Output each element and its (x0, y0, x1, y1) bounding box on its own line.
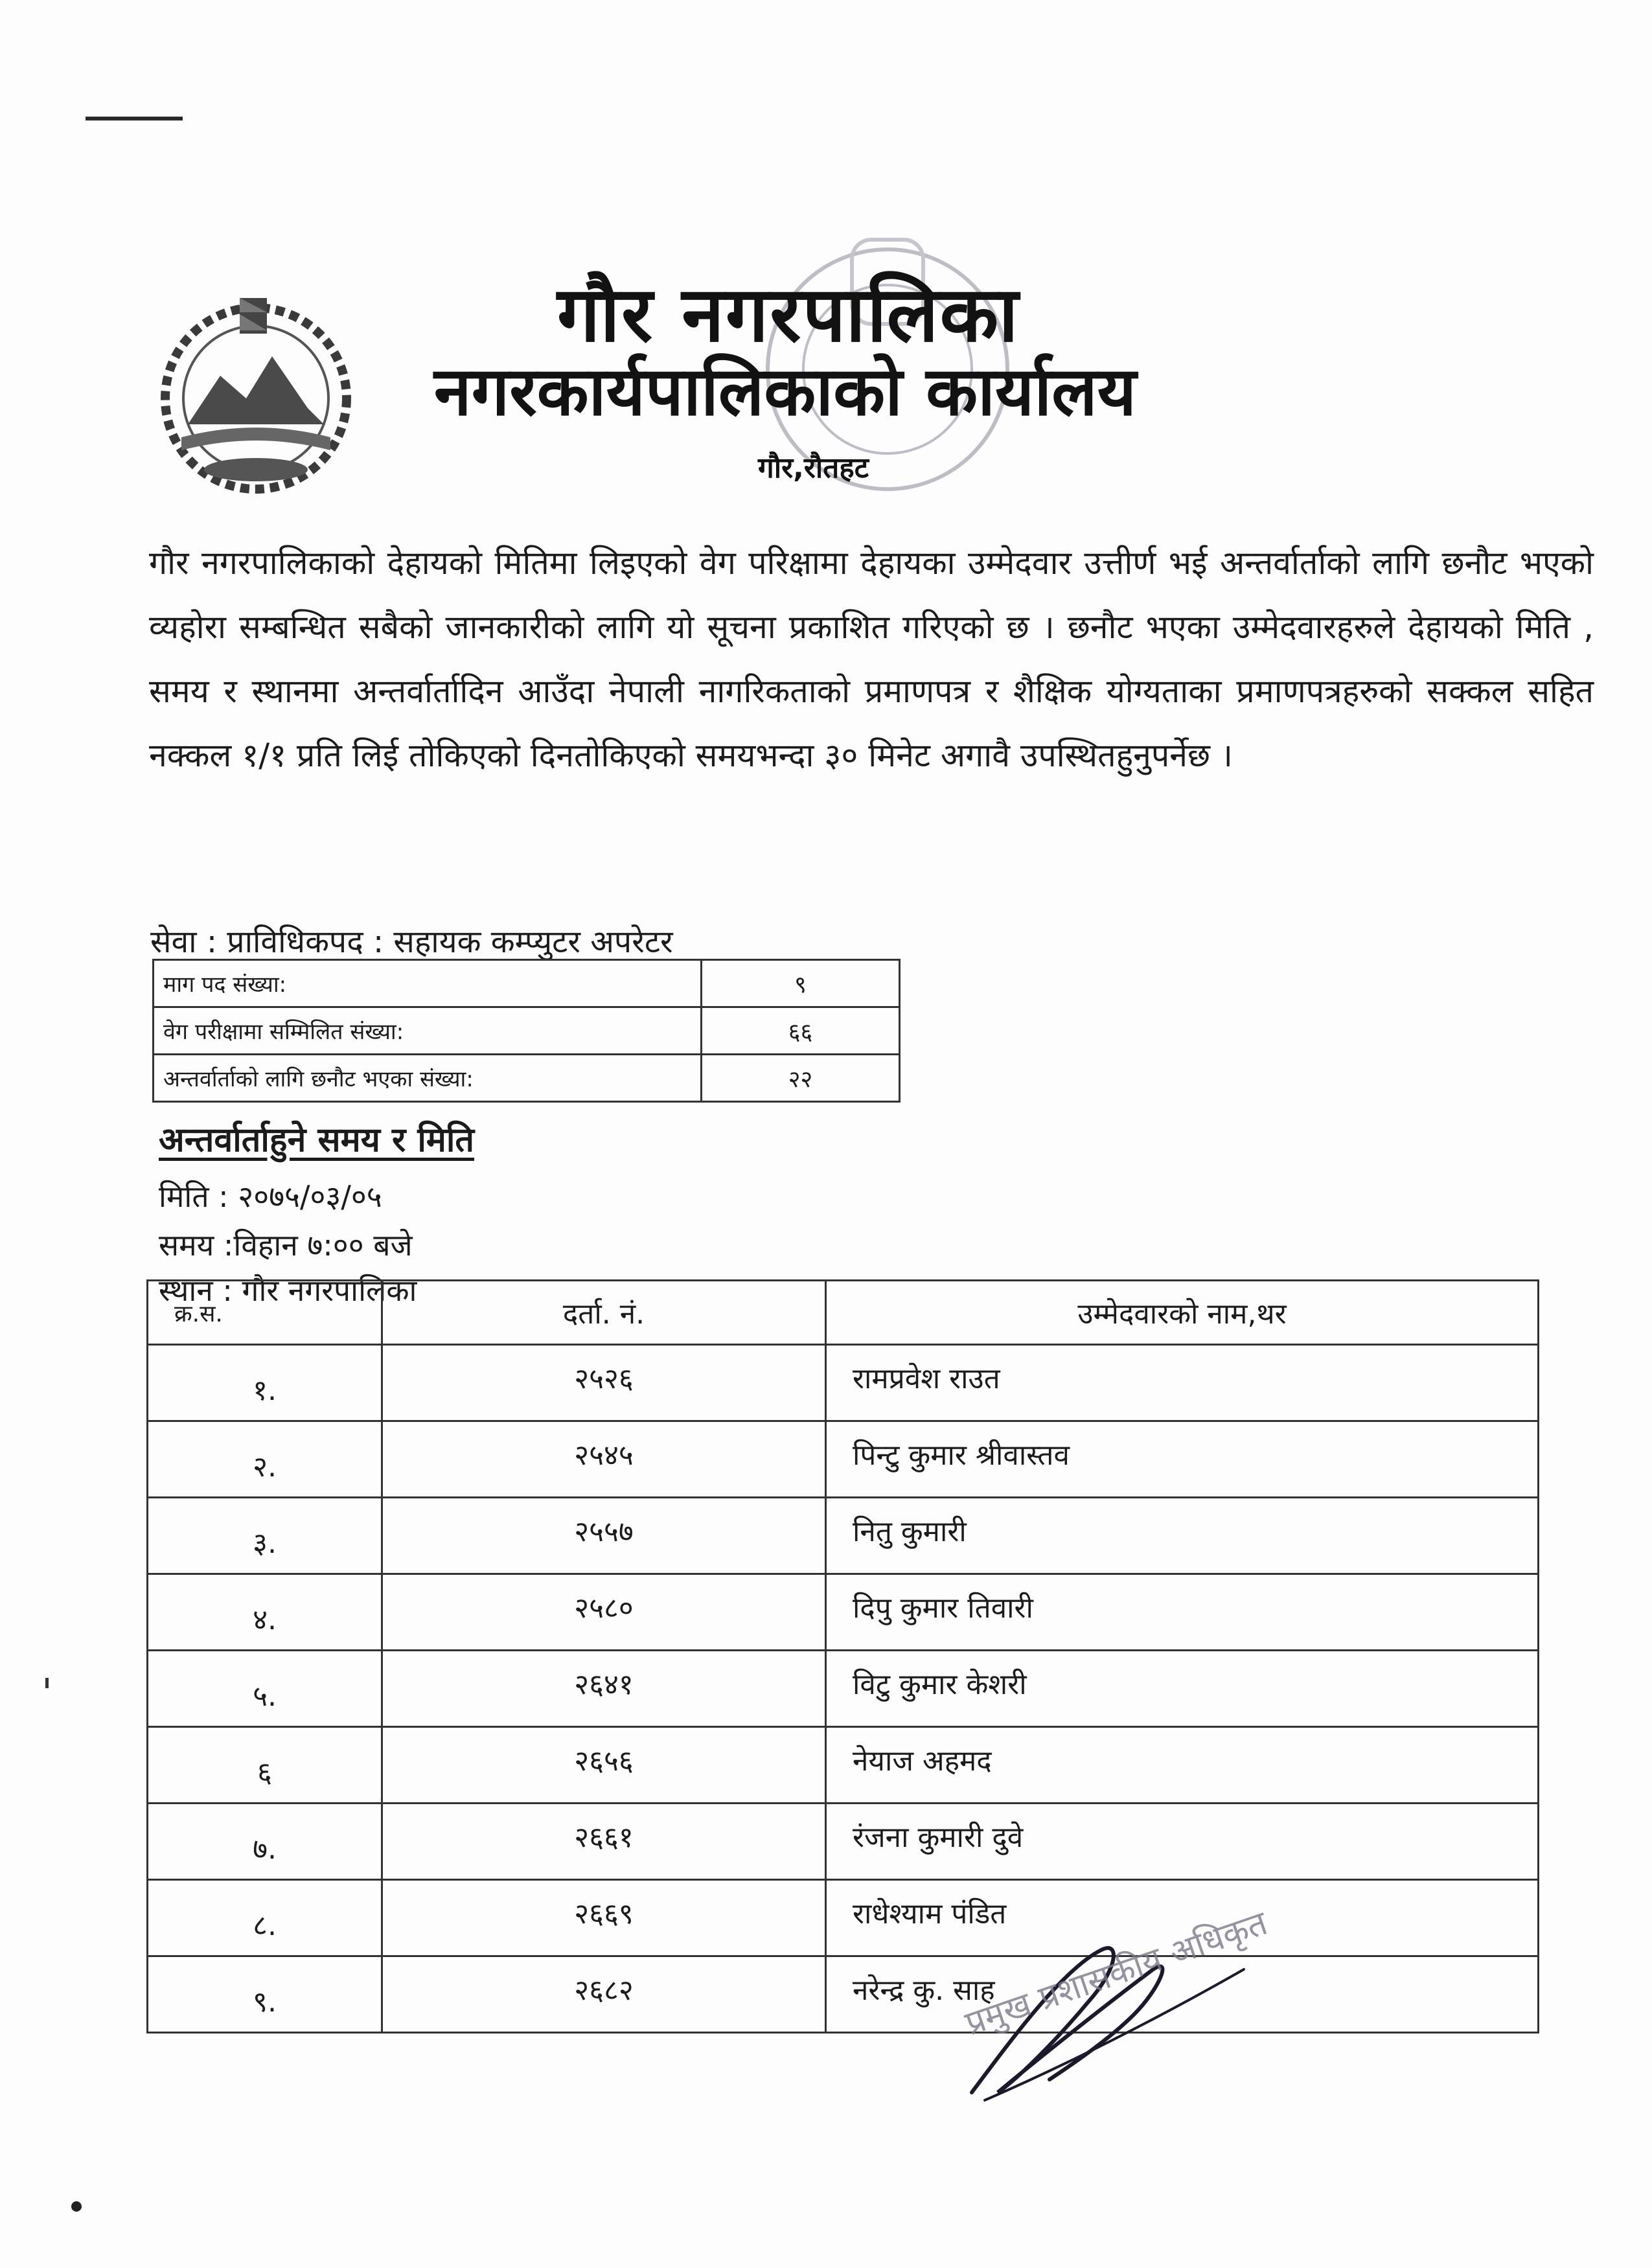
candidate-name: रामप्रवेश राउत (826, 1345, 1539, 1421)
registration-number: २५५७ (382, 1498, 826, 1574)
table-row (148, 1345, 1539, 1421)
table-row (148, 1880, 1539, 1956)
serial-number: ६ (148, 1727, 382, 1804)
table-row (148, 1956, 1539, 2033)
table-row (148, 1804, 1539, 1880)
summary-label: माग पद संख्या: (154, 960, 702, 1007)
candidates-header-row (148, 1281, 1539, 1345)
candidate-name: पिन्टु कुमार श्रीवास्तव (826, 1421, 1539, 1498)
registration-number: २६८२ (382, 1956, 826, 2033)
summary-row (154, 1055, 900, 1102)
summary-label: अन्तर्वार्ताको लागि छनौट भएका संख्या: (154, 1055, 702, 1102)
candidate-name: विटु कुमार केशरी (826, 1651, 1539, 1727)
office-location: गौर,रौतहट (758, 452, 869, 485)
candidate-name: राधेश्याम पंडित (826, 1880, 1539, 1956)
interview-place: स्थान : गौर नगरपालिका (159, 1273, 417, 1308)
scan-mark (71, 2201, 82, 2212)
registration-number: २५४५ (382, 1421, 826, 1498)
serial-number: ७. (148, 1804, 382, 1880)
official-designation-stamp: प्रमुख प्रशासकीय अधिकृत (960, 1903, 1272, 2044)
serial-number: २. (148, 1421, 382, 1498)
table-row (148, 1727, 1539, 1804)
serial-number: ५. (148, 1651, 382, 1727)
serial-number: ८. (148, 1880, 382, 1956)
summary-row (154, 960, 900, 1007)
table-row (148, 1574, 1539, 1651)
candidate-name: नेयाज अहमद (826, 1727, 1539, 1804)
vacancy-summary-table (152, 959, 901, 1103)
header-registration: दर्ता. नं. (382, 1281, 826, 1345)
serial-number: ४. (148, 1574, 382, 1651)
corner-mark (86, 117, 183, 120)
summary-value: ९ (702, 960, 900, 1007)
summary-value: ६६ (702, 1007, 900, 1055)
municipality-title: गौर नगरपालिका (557, 269, 1020, 359)
nepal-emblem-icon (143, 285, 369, 499)
registration-number: २५२६ (382, 1345, 826, 1421)
notice-body: गौर नगरपालिकाको देहायको मितिमा लिइएको वेग परिक्षामा देहायका उम्मेदवार उत्तीर्ण भई अन्तर्वार्ताको लागि छनौट भएको व्यहोरा सम्बन्धित सबैको जानकारीको लागि यो सूचना प्रकाशित गरिएको छ । छनौट भएका उम्मेदवारहरुले देहायको मिति , समय र स्थानमा अन्तर्वार्तादिन आउँदा नेपाली नागरिकताको प्रमाणपत्र र शैक्षिक योग्यताका प्रमाणपत्रहरुको सक्कल सहित नक्कल १/१ प्रति लिई तोकिएको दिनतोकिएको समयभन्दा ३० मिनेट अगावै उपस्थितहुनुपर्नेछ । (149, 544, 1594, 774)
registration-number: २६५६ (382, 1727, 826, 1804)
table-row (148, 1651, 1539, 1727)
serial-number: ९. (148, 1956, 382, 2033)
registration-number: २५८० (382, 1574, 826, 1651)
registration-number: २६४१ (382, 1651, 826, 1727)
registration-number: २६६९ (382, 1880, 826, 1956)
header-serial: क्र.स. (148, 1281, 382, 1345)
summary-label: वेग परीक्षामा सम्मिलित संख्या: (154, 1007, 702, 1055)
interview-time: समय :विहान ७:०० बजे (159, 1228, 413, 1263)
candidate-name: दिपु कुमार तिवारी (826, 1574, 1539, 1651)
serial-number: ३. (148, 1498, 382, 1574)
scan-mark (45, 1678, 49, 1688)
table-row (148, 1498, 1539, 1574)
interview-date: मिति : २०७५/०३/०५ (159, 1179, 382, 1214)
summary-value: २२ (702, 1055, 900, 1102)
candidate-name: नरेन्द्र कु. साह (826, 1956, 1539, 2033)
registration-number: २६६१ (382, 1804, 826, 1880)
candidate-name: नितु कुमारी (826, 1498, 1539, 1574)
schedule-heading: अन्तर्वार्ताहुने समय र मिति (159, 1121, 475, 1160)
table-row (148, 1421, 1539, 1498)
office-title: नगरकार्यपालिकाको कार्यालय (434, 352, 1137, 431)
header-candidate-name: उम्मेदवारको नाम,थर (826, 1281, 1539, 1345)
service-line: सेवा : प्राविधिकपद : सहायक कम्प्युटर अपरेटर (150, 924, 673, 960)
candidates-table (146, 1279, 1539, 2033)
candidate-name: रंजना कुमारी दुवे (826, 1804, 1539, 1880)
summary-row (154, 1007, 900, 1055)
serial-number: १. (148, 1345, 382, 1421)
